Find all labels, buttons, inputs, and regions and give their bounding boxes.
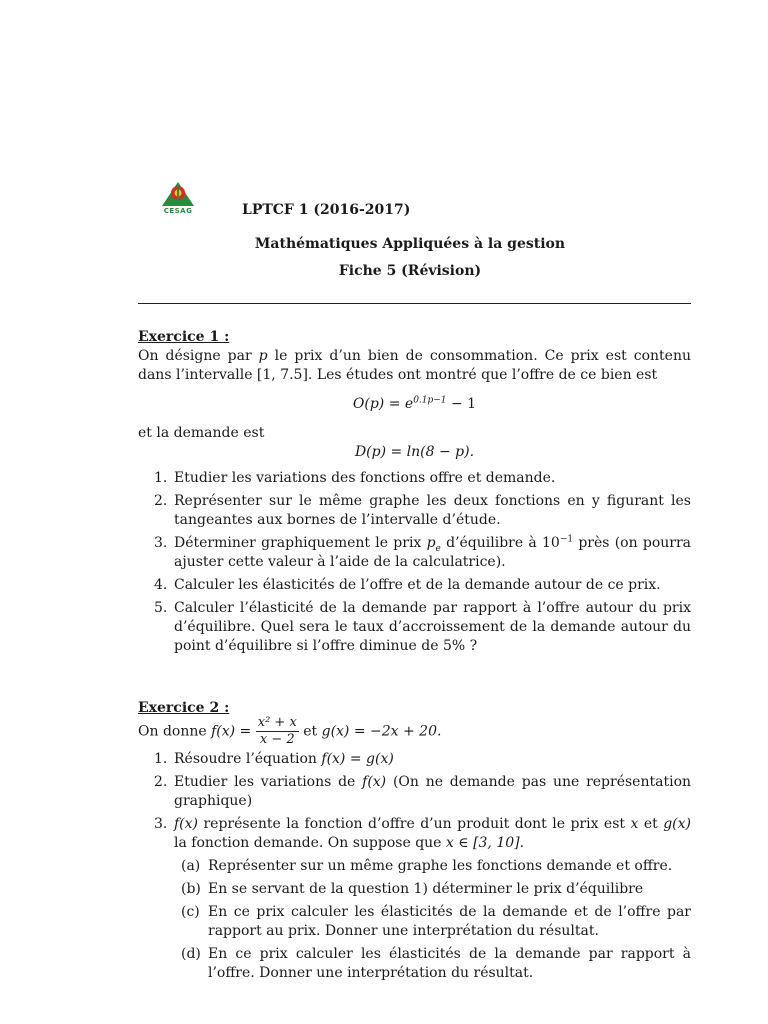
var-f: f(x) [362,774,387,790]
list-item [138,492,691,530]
offer-eq-exponent: 0.1p−1 [413,395,447,406]
exercise-2-title: Exercice 2 : [138,700,230,716]
precision-exponent: −1 [559,534,574,545]
demand-intro: et la demande est [138,425,265,441]
item-letter: (b) [181,881,201,897]
item-text-cont: d’équilibre à 10 [440,535,560,551]
item-text: Représenter sur le même graphe les deux fonctions en y figurant les tangeantes aux bornes de l’intervalle d’étude. [174,493,691,528]
list-item [138,534,691,572]
equation: f(x) = g(x) [321,751,394,767]
fraction-denominator: x − 2 [259,732,295,747]
intro-and: et [298,723,322,740]
exercise-2-subquestions [138,857,691,983]
item-text: Etudier les variations de [174,774,363,790]
domain-condition: x ∈ [3, 10]. [445,835,525,851]
item-letter: (a) [181,858,201,874]
list-item [138,857,691,876]
var-p: p [258,348,268,364]
item-number: 5. [154,600,168,616]
var-g: g(x) [663,816,691,832]
item-text: En ce prix calculer les élasticités de la demande et de l’offre par rapport au prix. Donner une interprétation du résultat. [208,904,691,939]
item-text: Calculer les élasticités de l’offre et de la demande autour de ce prix. [174,577,661,593]
item-text: représente la fonction d’offre d’un produit dont le prix est [198,816,631,832]
item-text-cont: (On ne demande pas une représentation graphique) [174,774,692,809]
var-pe: p [426,535,436,551]
item-number: 1. [154,470,168,486]
header-divider [138,303,691,304]
cesag-emblem-icon [158,180,198,208]
logo-text: CESAG [163,207,193,215]
intro-text-cont: le prix d’un bien de consommation. Ce prix est contenu dans l’intervalle [1, 7.5]. Les études ont montré que l’offre de ce bien est [138,348,691,383]
exercise-1-intro [138,347,691,385]
exercise-1-title: Exercice 1 : [138,329,230,345]
offer-eq-rhs: − 1 [446,396,477,412]
item-text: Déterminer graphiquement le prix [174,535,427,551]
item-text: Représenter sur un même graphe les fonctions demande et offre. [208,858,673,874]
document-body [138,328,691,983]
item-number: 2. [154,493,168,509]
list-item [138,750,691,769]
list-item [138,773,691,811]
offer-eq-lhs: O(p) = e [352,396,414,412]
item-text: Etudier les variations des fonctions offre et demande. [174,470,556,486]
item-text: Résoudre l’équation [174,751,322,767]
item-number: 3. [154,816,168,832]
item-number: 3. [154,535,168,551]
item-text: En se servant de la question 1) déterminer le prix d’équilibre [208,881,644,897]
item-text: En ce prix calculer les élasticités de la demande par rapport à l’offre. Donner une interprétation du résultat. [208,946,691,981]
item-number: 2. [154,774,168,790]
item-text-and: et [638,816,664,832]
list-item [138,945,691,983]
list-item [138,815,691,853]
g-definition: g(x) = −2x + 20. [321,723,442,740]
offer-equation [138,395,691,414]
f-fraction [256,715,299,748]
var-f: f(x) [174,816,199,832]
intro-text: On donne [138,723,212,740]
exercise-2-intro [138,715,691,748]
f-definition-lhs: f(x) = [211,723,256,740]
exercise-1-questions [138,469,691,656]
item-number: 4. [154,577,168,593]
item-number: 1. [154,751,168,767]
item-text-end: près (on pourra ajuster cette valeur à l’aide de la calculatrice). [174,535,692,570]
list-item [138,469,691,488]
demand-equation: D(p) = ln(8 − p). [354,444,475,460]
fraction-numerator: x² + x [257,715,297,730]
exercise-2-questions [138,750,691,853]
subject-title: Mathématiques Appliquées à la gestion [254,236,566,252]
item-letter: (d) [181,946,201,962]
item-text-cont: la fonction demande. On suppose que [174,835,446,851]
course-title: LPTCF 1 (2016-2017) [242,202,411,218]
list-item [138,903,691,941]
list-item [138,576,691,595]
var-x: x [630,816,639,832]
cesag-logo [158,180,198,218]
intro-text: On désigne par [138,348,259,364]
var-pe-subscript: e [435,543,441,554]
list-item [138,599,691,656]
list-item [138,880,691,899]
item-letter: (c) [181,904,200,920]
item-text: Calculer l’élasticité de la demande par rapport à l’offre autour du prix d’équilibre. Quel sera le taux d’accroissement de la demande autour du point d’équilibre si l’offre diminue de 5% ? [174,600,691,654]
sheet-title: Fiche 5 (Révision) [338,263,482,279]
